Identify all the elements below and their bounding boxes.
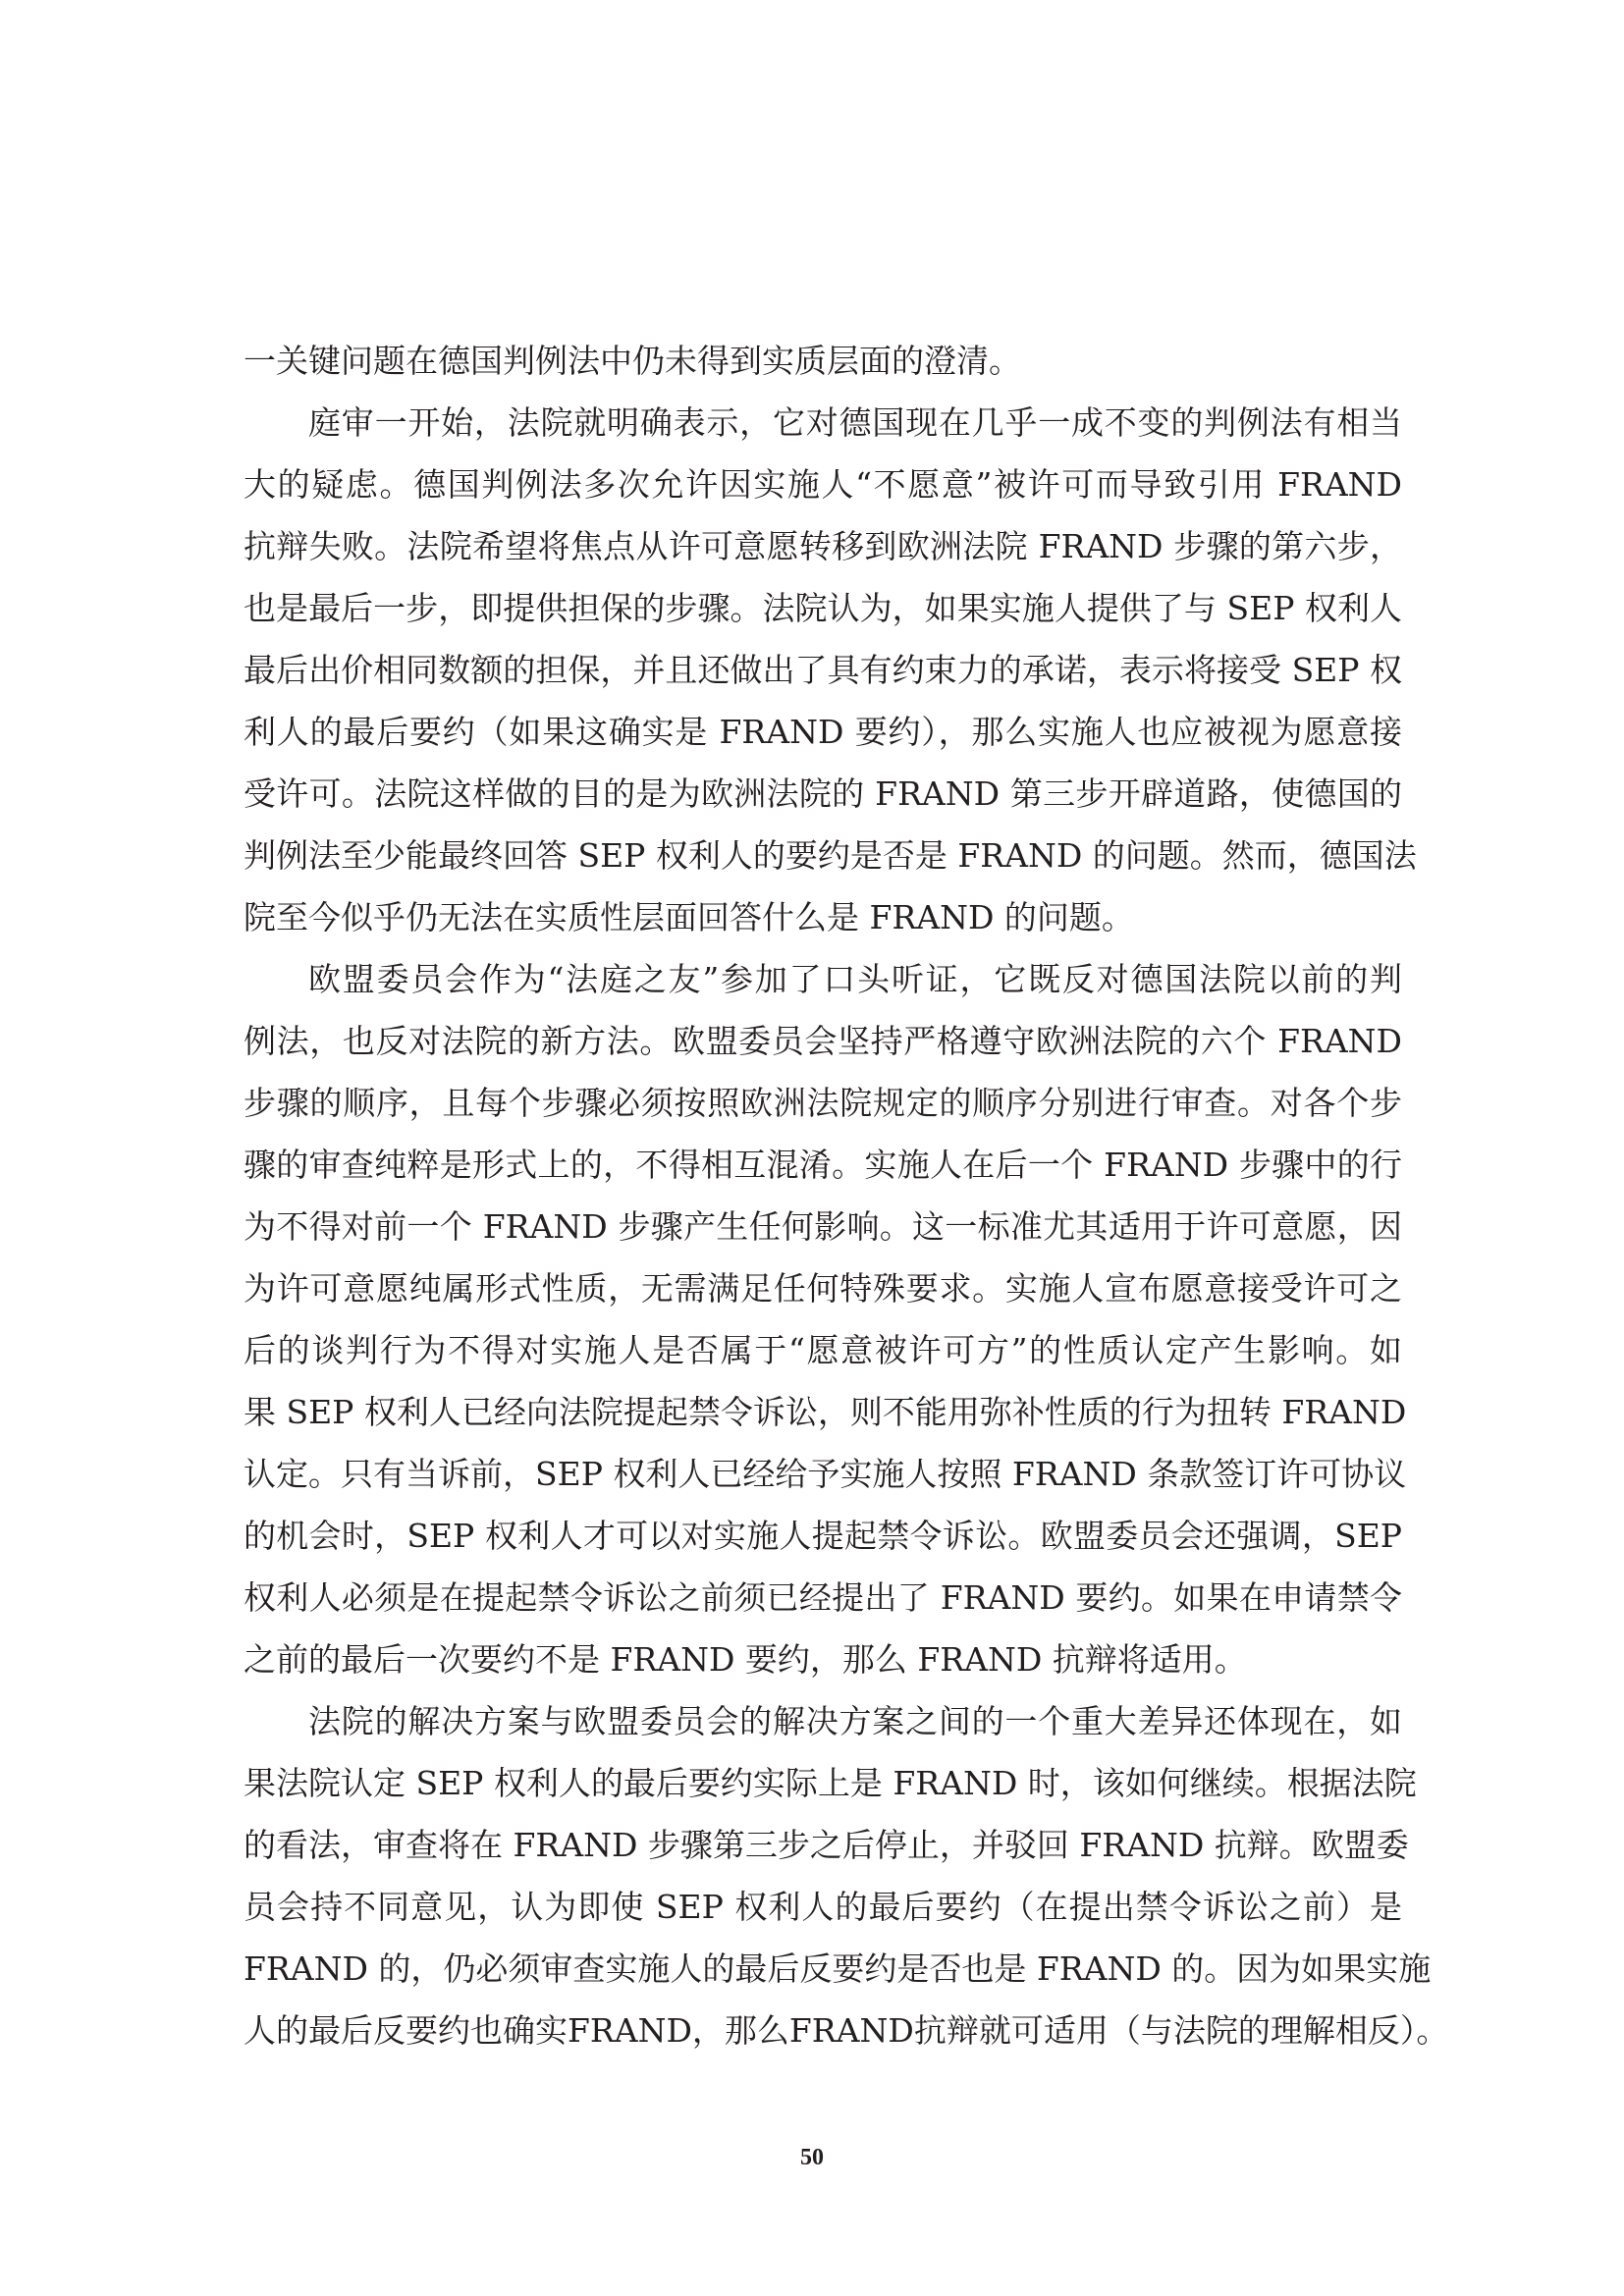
- text-line: 欧盟委员会作为“法庭之友”参加了口头听证，它既反对德国法院以前的判: [308, 960, 1402, 998]
- text-line: 利人的最后要约（如果这确实是 FRAND 要约），那么实施人也应被视为愿意接: [244, 713, 1402, 751]
- text-line: FRAND 的，仍必须审查实施人的最后反要约是否也是 FRAND 的。因为如果实施: [244, 1949, 1432, 1988]
- text-line: 权利人必须是在提起禁令诉讼之前须已经提出了 FRAND 要约。如果在申请禁令: [244, 1578, 1402, 1617]
- text-line: 判例法至少能最终回答 SEP 权利人的要约是否是 FRAND 的问题。然而，德国法: [244, 836, 1417, 875]
- text-line: 最后出价相同数额的担保，并且还做出了具有约束力的承诺，表示将接受 SEP 权: [244, 651, 1402, 689]
- text-line: 步骤的顺序，且每个步骤必须按照欧洲法院规定的顺序分别进行审查。对各个步: [244, 1084, 1402, 1122]
- text-line: 员会持不同意见，认为即使 SEP 权利人的最后要约（在提出禁令诉讼之前）是: [244, 1888, 1402, 1926]
- text-line: 后的谈判行为不得对实施人是否属于“愿意被许可方”的性质认定产生影响。如: [244, 1331, 1402, 1369]
- text-line: 之前的最后一次要约不是 FRAND 要约，那么 FRAND 抗辩将适用。: [244, 1640, 1247, 1679]
- paragraph: [244, 948, 1407, 1690]
- text-line: 院至今似乎仍无法在实质性层面回答什么是 FRAND 的问题。: [244, 898, 1134, 936]
- text-line: 也是最后一步，即提供担保的步骤。法院认为，如果实施人提供了与 SEP 权利人: [244, 589, 1402, 627]
- paragraph: [244, 392, 1417, 948]
- text-line: 为许可意愿纯属形式性质，无需满足任何特殊要求。实施人宣布愿意接受许可之: [244, 1269, 1402, 1308]
- text-line: 一关键问题在德国判例法中仍未得到实质层面的澄清。: [244, 342, 1021, 380]
- body-text: [244, 330, 1449, 2061]
- text-line: 为不得对前一个 FRAND 步骤产生任何影响。这一标准尤其适用于许可意愿，因: [244, 1207, 1402, 1246]
- page-number: 50: [800, 2145, 824, 2170]
- text-line: 认定。只有当诉前，SEP 权利人已经给予实施人按照 FRAND 条款签订许可协议: [244, 1455, 1407, 1493]
- text-line: 抗辩失败。法院希望将焦点从许可意愿转移到欧洲法院 FRAND 步骤的第六步，: [244, 527, 1402, 565]
- text-line: 果法院认定 SEP 权利人的最后要约实际上是 FRAND 时，该如何继续。根据法院: [244, 1764, 1417, 1802]
- paragraph: [244, 330, 1402, 392]
- text-line: 庭审一开始，法院就明确表示，它对德国现在几乎一成不变的判例法有相当: [308, 403, 1402, 442]
- text-line: 大的疑虑。德国判例法多次允许因实施人“不愿意”被许可而导致引用 FRAND: [244, 465, 1402, 504]
- text-line: 的看法，审查将在 FRAND 步骤第三步之后停止，并驳回 FRAND 抗辩。欧盟委: [244, 1826, 1409, 1864]
- text-line: 受许可。法院这样做的目的是为欧洲法院的 FRAND 第三步开辟道路，使德国的: [244, 774, 1402, 813]
- text-line: 的机会时，SEP 权利人才可以对实施人提起禁令诉讼。欧盟委员会还强调，SEP: [244, 1517, 1402, 1555]
- paragraph: [244, 1690, 1449, 2061]
- text-line: 法院的解决方案与欧盟委员会的解决方案之间的一个重大差异还体现在，如: [308, 1702, 1402, 1740]
- text-line: 例法，也反对法院的新方法。欧盟委员会坚持严格遵守欧洲法院的六个 FRAND: [244, 1022, 1402, 1060]
- text-line: 骤的审查纯粹是形式上的，不得相互混淆。实施人在后一个 FRAND 步骤中的行: [244, 1146, 1402, 1184]
- text-line: 果 SEP 权利人已经向法院提起禁令诉讼，则不能用弥补性质的行为扭转 FRAND: [244, 1393, 1407, 1431]
- text-line: 人的最后反要约也确实FRAND，那么FRAND抗辩就可适用（与法院的理解相反）。: [244, 2011, 1449, 2050]
